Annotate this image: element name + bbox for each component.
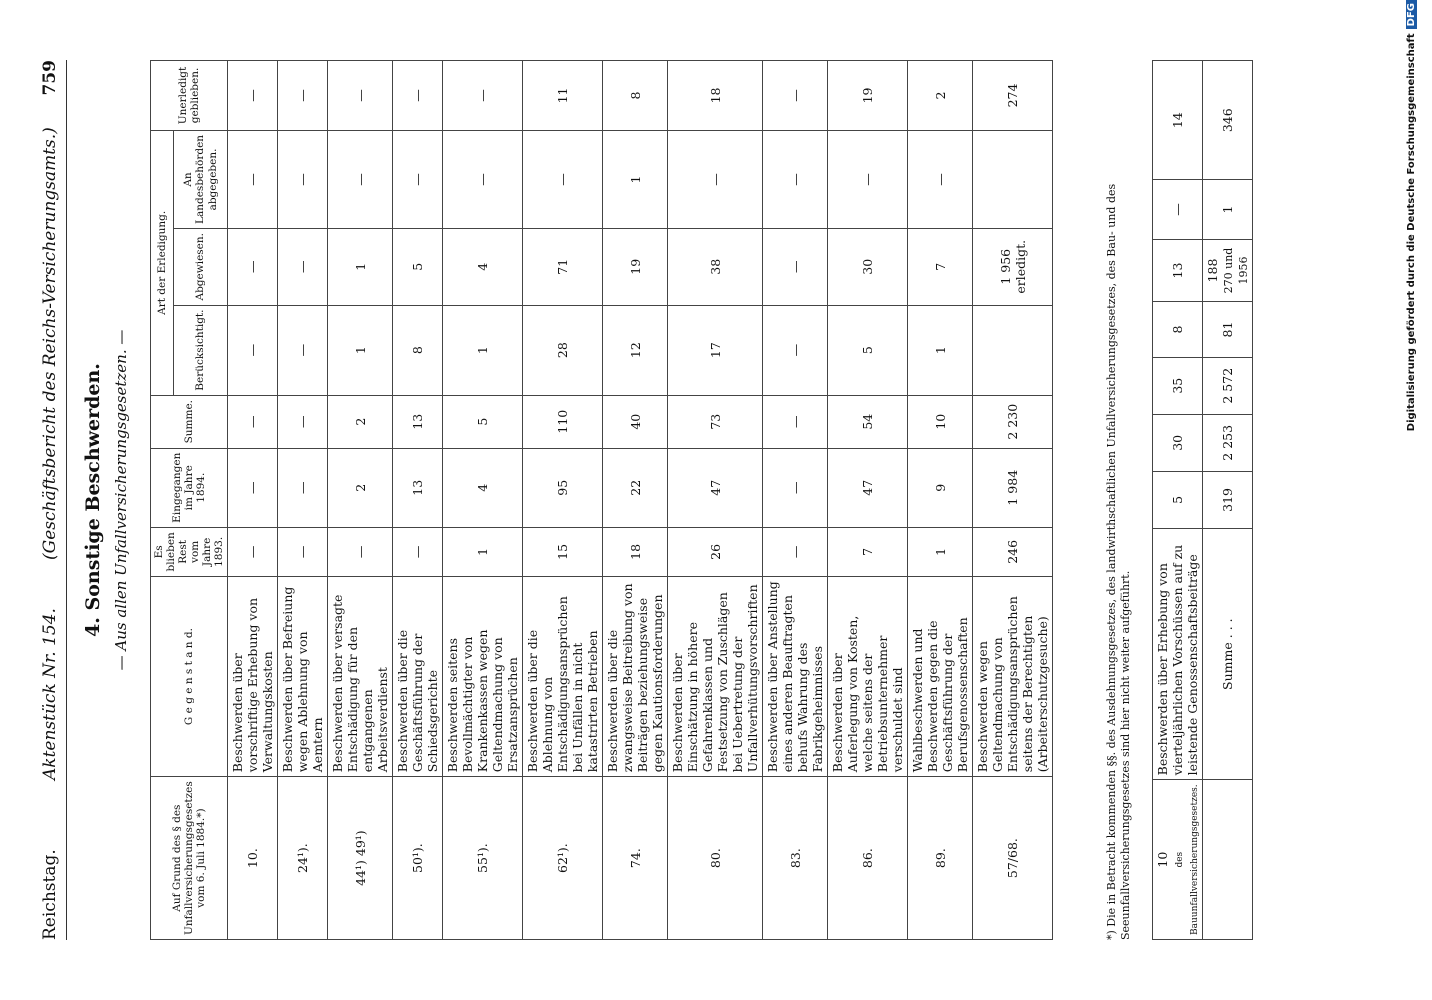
table-row bbox=[443, 61, 523, 940]
cell-justified: 1 bbox=[328, 305, 393, 395]
col-total: Summe. bbox=[151, 395, 228, 448]
row-section: 62¹). bbox=[523, 777, 603, 940]
cell-pending-prev: — bbox=[393, 527, 443, 576]
cell-undone: 14 bbox=[1153, 61, 1203, 180]
table-row bbox=[668, 61, 763, 940]
cell-justified: 17 bbox=[668, 305, 763, 395]
row-subject: Beschwerden seitens Bevollmächtigter von Krankenkassen wegen Geltendmachung von Ersatzansprüchen bbox=[443, 576, 523, 776]
cell-pending-prev: 246 bbox=[973, 527, 1053, 576]
cell-justified bbox=[973, 305, 1053, 395]
cell-justified: 12 bbox=[603, 305, 668, 395]
cell-rejected: — bbox=[278, 229, 328, 306]
cell-received: 47 bbox=[828, 448, 908, 527]
total-pending-prev: 319 bbox=[1203, 471, 1253, 528]
cell-pending-prev: — bbox=[278, 527, 328, 576]
complaints-table bbox=[150, 60, 1053, 940]
header-report-title: (Geschäftsbericht des Reichs-Versicherungsamts.) bbox=[40, 127, 60, 560]
cell-received: — bbox=[278, 448, 328, 527]
cell-pending-prev: — bbox=[763, 527, 828, 576]
row-subject: Beschwerden über Anstellung eines anderen Beauftragten behufs Wahrung des Fabrikgeheimnisses bbox=[763, 576, 828, 776]
page-number: 759 bbox=[40, 60, 60, 96]
total-sum: 2 572 bbox=[1203, 357, 1253, 414]
total-rejected: 188 270 und 1956 bbox=[1203, 239, 1253, 302]
cell-total: 35 bbox=[1153, 357, 1203, 414]
cell-undone: — bbox=[443, 61, 523, 131]
row-subject: Beschwerden über die Ablehnung von Entschädigungsansprüchen bei Unfällen in nicht katastrirten Betrieben bbox=[523, 576, 603, 776]
dfg-logo: DFG bbox=[1406, 0, 1417, 29]
cell-rejected: 30 bbox=[828, 229, 908, 306]
cell-received: — bbox=[228, 448, 278, 527]
cell-justified: — bbox=[763, 305, 828, 395]
cell-justified: 5 bbox=[828, 305, 908, 395]
cell-total: — bbox=[278, 395, 328, 448]
cell-undone: 8 bbox=[603, 61, 668, 131]
cell-rejected: 5 bbox=[393, 229, 443, 306]
cell-received: 4 bbox=[443, 448, 523, 527]
row-section: 57/68. bbox=[973, 777, 1053, 940]
cell-received: 9 bbox=[908, 448, 973, 527]
cell-pending-prev: 5 bbox=[1153, 471, 1203, 528]
section-title: 4. Sonstige Beschwerden. bbox=[82, 363, 104, 637]
table-row bbox=[828, 61, 908, 940]
cell-referred: — bbox=[668, 130, 763, 228]
footnote: *) Die in Betracht kommenden §§. des Ausdehnungsgesetzes, des landwirthschaftlichen Unfallversicherungsgesetzes, des Bau- und des Seeunfallversicherungsgesetzes sind hier nicht weiter aufgeführt. bbox=[1105, 183, 1133, 940]
table-row bbox=[393, 61, 443, 940]
row-section: 44¹) 49¹) bbox=[328, 777, 393, 940]
cell-pending-prev: 15 bbox=[523, 527, 603, 576]
cell-justified: 8 bbox=[1153, 302, 1203, 357]
cell-total: 13 bbox=[393, 395, 443, 448]
total-justified: 81 bbox=[1203, 302, 1253, 357]
cell-pending-prev: 7 bbox=[828, 527, 908, 576]
cell-justified: — bbox=[278, 305, 328, 395]
row-subject: Beschwerden über Auferlegung von Kosten, welche seitens der Betriebsunternehmer verschuldet sind bbox=[828, 576, 908, 776]
cell-undone: 19 bbox=[828, 61, 908, 131]
table-row bbox=[763, 61, 828, 940]
col-subject: G e g e n s t a n d. bbox=[151, 576, 228, 776]
cell-rejected: 1 956 erledigt. bbox=[973, 229, 1053, 306]
col-rejected: Abgewiesen. bbox=[173, 229, 228, 306]
cell-referred: — bbox=[1153, 180, 1203, 239]
cell-received: — bbox=[763, 448, 828, 527]
row-subject: Beschwerden über Befreiung wegen Ablehnung von Aemtern bbox=[278, 576, 328, 776]
cell-received: 2 bbox=[328, 448, 393, 527]
cell-rejected: 38 bbox=[668, 229, 763, 306]
row-section: 89. bbox=[908, 777, 973, 940]
header-document-number: Aktenstück Nr. 154. bbox=[40, 608, 60, 780]
cell-total: 2 230 bbox=[973, 395, 1053, 448]
cell-total: 54 bbox=[828, 395, 908, 448]
cell-referred: — bbox=[228, 130, 278, 228]
cell-undone: 18 bbox=[668, 61, 763, 131]
cell-referred: — bbox=[393, 130, 443, 228]
cell-undone: — bbox=[763, 61, 828, 131]
cell-referred: 1 bbox=[603, 130, 668, 228]
cell-referred bbox=[973, 130, 1053, 228]
cell-justified: 8 bbox=[393, 305, 443, 395]
cell-received: 95 bbox=[523, 448, 603, 527]
table-row bbox=[228, 61, 278, 940]
cell-referred: — bbox=[443, 130, 523, 228]
cell-rejected: 19 bbox=[603, 229, 668, 306]
row-section: 10. bbox=[228, 777, 278, 940]
cell-undone: 274 bbox=[973, 61, 1053, 131]
supplement-table bbox=[1152, 60, 1253, 940]
cell-total: 110 bbox=[523, 395, 603, 448]
cell-undone: — bbox=[228, 61, 278, 131]
row-section: 50¹). bbox=[393, 777, 443, 940]
cell-undone: — bbox=[278, 61, 328, 131]
dfg-credit-text: Digitalisierung gefördert durch die Deutsche Forschungsgemeinschaft bbox=[1406, 33, 1417, 432]
row-subject: Beschwerden über die zwangsweise Beitreibung von Beiträgen beziehungsweise gegen Kautionsforderungen bbox=[603, 576, 668, 776]
cell-rejected: 71 bbox=[523, 229, 603, 306]
cell-total: 2 bbox=[328, 395, 393, 448]
cell-pending-prev: — bbox=[228, 527, 278, 576]
cell-received: 30 bbox=[1153, 414, 1203, 471]
cell-total: 40 bbox=[603, 395, 668, 448]
cell-rejected: 7 bbox=[908, 229, 973, 306]
cell-referred: — bbox=[828, 130, 908, 228]
col-pending-prev: Es blieben Rest vom Jahre 1893. bbox=[151, 527, 228, 576]
row-section: 83. bbox=[763, 777, 828, 940]
cell-received: 22 bbox=[603, 448, 668, 527]
col-received: Eingegangen im Jahre 1894. bbox=[151, 448, 228, 527]
total-label: Summe . . . bbox=[1203, 528, 1253, 779]
row-section: 86. bbox=[828, 777, 908, 940]
col-settlement: Art der Erledigung. bbox=[151, 130, 174, 395]
row-subject: Beschwerden über Erhebung von vierteljährlichen Vorschüssen auf zu leistende Genossenschaftsbeiträge bbox=[1153, 528, 1203, 779]
total-row bbox=[1203, 61, 1253, 940]
cell-rejected: — bbox=[228, 229, 278, 306]
col-section: Auf Grund des § des Unfallversicherungsgesetzes vom 6. Juli 1884.*) bbox=[151, 777, 228, 940]
cell-total: — bbox=[763, 395, 828, 448]
col-justified: Berücksichtigt. bbox=[173, 305, 228, 395]
table-row bbox=[523, 61, 603, 940]
row-subject: Wahlbeschwerden und Beschwerden gegen die Geschäftsführung der Berufsgenossenschaften bbox=[908, 576, 973, 776]
cell-rejected: 1 bbox=[328, 229, 393, 306]
cell-pending-prev: 1 bbox=[443, 527, 523, 576]
table-row bbox=[1153, 61, 1203, 940]
cell-justified: 1 bbox=[908, 305, 973, 395]
cell-pending-prev: 26 bbox=[668, 527, 763, 576]
cell-undone: — bbox=[393, 61, 443, 131]
row-section: 80. bbox=[668, 777, 763, 940]
row-section: 10 des Bauunfallversicherungsgesetzes. bbox=[1153, 780, 1203, 940]
cell-total: 10 bbox=[908, 395, 973, 448]
row-section: 74. bbox=[603, 777, 668, 940]
total-undone: 346 bbox=[1203, 61, 1253, 180]
row-section: 24¹). bbox=[278, 777, 328, 940]
cell-rejected: 13 bbox=[1153, 239, 1203, 302]
cell-total: 73 bbox=[668, 395, 763, 448]
row-section: 55¹). bbox=[443, 777, 523, 940]
header-left: Reichstag. bbox=[40, 849, 60, 940]
row-subject: Beschwerden über die Geschäftsführung der Schiedsgerichte bbox=[393, 576, 443, 776]
cell-referred: — bbox=[523, 130, 603, 228]
cell-justified: 1 bbox=[443, 305, 523, 395]
total-received: 2 253 bbox=[1203, 414, 1253, 471]
col-referred: An Landesbehörden abgegeben. bbox=[173, 130, 228, 228]
cell-justified: — bbox=[228, 305, 278, 395]
cell-pending-prev: 18 bbox=[603, 527, 668, 576]
cell-total: 5 bbox=[443, 395, 523, 448]
cell-undone: 2 bbox=[908, 61, 973, 131]
row-subject: Beschwerden über Einschätzung in höhere Gefahrenklassen und Festsetzung von Zuschlägen bei Uebertretung der Unfallverhütungsvorschriften bbox=[668, 576, 763, 776]
row-subject: Beschwerden über versagte Entschädigung für den entgangenen Arbeitsverdienst bbox=[328, 576, 393, 776]
header-rule bbox=[66, 60, 67, 940]
cell-referred: — bbox=[278, 130, 328, 228]
cell-received: 1 984 bbox=[973, 448, 1053, 527]
row-subject: Beschwerden über vorschriftige Erhebung von Verwaltungskosten bbox=[228, 576, 278, 776]
cell-referred: — bbox=[328, 130, 393, 228]
table-row bbox=[603, 61, 668, 940]
cell-referred: — bbox=[763, 130, 828, 228]
cell-pending-prev: 1 bbox=[908, 527, 973, 576]
cell-pending-prev: — bbox=[328, 527, 393, 576]
cell-referred: — bbox=[908, 130, 973, 228]
cell-undone: — bbox=[328, 61, 393, 131]
cell-received: 13 bbox=[393, 448, 443, 527]
cell-undone: 11 bbox=[523, 61, 603, 131]
dfg-credit bbox=[1406, 0, 1417, 1000]
cell-received: 47 bbox=[668, 448, 763, 527]
section-subtitle: — Aus allen Unfallversicherungsgesetzen. — bbox=[112, 329, 130, 671]
total-referred: 1 bbox=[1203, 180, 1253, 239]
cell-justified: 28 bbox=[523, 305, 603, 395]
table-row bbox=[973, 61, 1053, 940]
table-row bbox=[328, 61, 393, 940]
table-body bbox=[228, 61, 1053, 940]
cell-total: — bbox=[228, 395, 278, 448]
cell-rejected: 4 bbox=[443, 229, 523, 306]
col-undone: Unerledigt geblieben. bbox=[151, 61, 228, 131]
table-row bbox=[278, 61, 328, 940]
table-row bbox=[908, 61, 973, 940]
row-subject: Beschwerden wegen Geltendmachung von Entschädigungsansprüchen seitens der Berechtigten (Arbeiterschutzgesuche) bbox=[973, 576, 1053, 776]
cell-rejected: — bbox=[763, 229, 828, 306]
